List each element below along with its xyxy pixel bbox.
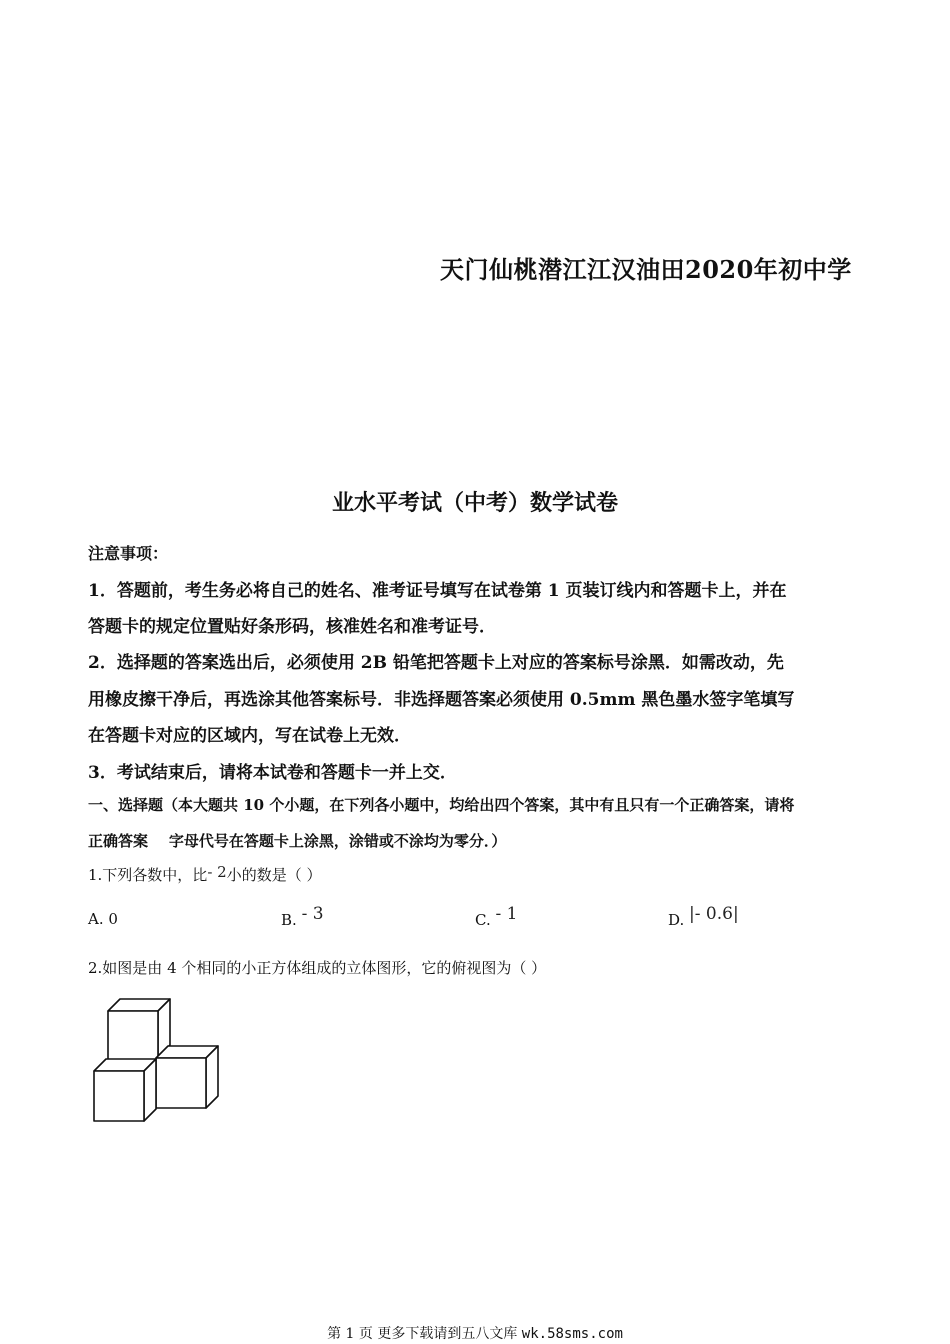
question-2-text: 2.如图是由 4 个相同的小正方体组成的立体图形，它的俯视图为（ ）: [88, 959, 547, 977]
notice-line-4: 用橡皮擦干净后，再选涂其他答案标号．非选择题答案必须使用 0.5mm 黑色墨水签字笔填写: [88, 690, 795, 710]
cube-right-front: [156, 1058, 206, 1108]
option-c-label: C.: [475, 911, 491, 929]
notice-heading: 注意事项：: [88, 544, 169, 563]
option-d[interactable]: [668, 904, 739, 930]
option-c-math: - 1: [495, 904, 518, 924]
option-b-math: - 3: [301, 904, 324, 924]
question-1-suffix: 小的数是（ ）: [226, 866, 322, 884]
notice-line-6: 3．考试结束后，请将本试卷和答题卡一并上交．: [88, 763, 457, 783]
option-d-label: D.: [668, 911, 685, 929]
cube-left-side: [144, 1059, 156, 1121]
question-1-value: - 2: [207, 863, 227, 881]
option-b[interactable]: [281, 904, 324, 930]
option-d-math: |- 0.6|: [689, 904, 739, 924]
title-line-2: 业水平考试（中考）数学试卷: [331, 490, 618, 516]
option-c[interactable]: [475, 904, 518, 930]
option-b-label: B.: [281, 911, 297, 929]
title-line-1: 天门仙桃潜江江汉油田2020年初中学: [440, 255, 852, 284]
option-a[interactable]: [88, 910, 118, 928]
footer-site-link[interactable]: wk.58sms.com: [521, 1326, 623, 1342]
question-1: [88, 864, 321, 885]
cube-top-front: [108, 1011, 158, 1061]
question-1-prefix: 1.下列各数中，比: [88, 866, 208, 884]
page-footer: [0, 1323, 950, 1343]
footer-prefix: 第 1 页 更多下载请到五八文库: [327, 1326, 518, 1342]
notice-line-3: 2．选择题的答案选出后，必须使用 2B 铅笔把答题卡上对应的答案标号涂黑．如需改动，先: [88, 653, 784, 673]
notice-line-2: 答题卡的规定位置贴好条形码，核准姓名和准考证号．: [88, 617, 496, 637]
notice-line-5: 在答题卡对应的区域内，写在试卷上无效．: [88, 726, 411, 746]
section-1-instruction-line-2: 正确答案 字母代号在答题卡上涂黑，涂错或不涂均为零分．）: [88, 832, 507, 850]
cube-left-front: [94, 1071, 144, 1121]
option-a-label: A. 0: [88, 910, 118, 928]
section-1-instruction-line-1: 一、选择题（本大题共 10 个小题，在下列各小题中，均给出四个答案，其中有且只有一个正确答案，请将: [88, 796, 795, 814]
notice-line-1: 1．答题前，考生务必将自己的姓名、准考证号填写在试卷第 1 页装订线内和答题卡上，并在: [88, 581, 787, 601]
cube-figure: [88, 995, 228, 1125]
cube-right-side: [206, 1046, 218, 1108]
